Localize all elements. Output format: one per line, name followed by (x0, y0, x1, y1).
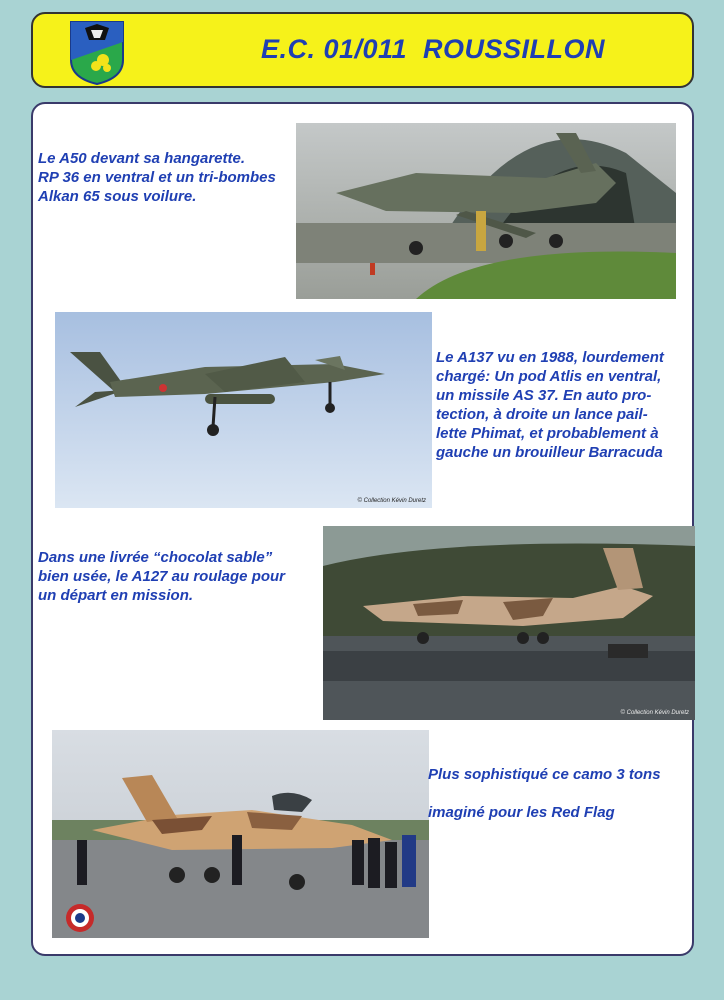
caption-line: gauche un brouilleur Barracuda (436, 444, 663, 461)
caption-line: tection, à droite un lance pail- (436, 406, 648, 423)
caption-line: bien usée, le A127 au roulage pour (38, 568, 286, 585)
photo-a127-taxi (323, 526, 695, 720)
caption-line: un départ en mission. (38, 587, 194, 604)
caption-line: Le A137 vu en 1988, lourdement (436, 349, 664, 366)
caption-line: lette Phimat, et probablement à (436, 425, 659, 442)
caption-line: un missile AS 37. En auto pro- (436, 387, 652, 404)
photo-credit: © Collection Kévin Duretz (357, 498, 426, 504)
photo-red-flag-camo (52, 730, 429, 938)
caption-line: chargé: Un pod Atlis en ventral, (436, 368, 662, 385)
caption-2 (436, 348, 696, 462)
page-title: E.C. 01/011 ROUSSILLON (260, 34, 606, 64)
caption-line: Le A50 devant sa hangarette. (38, 150, 246, 167)
squadron-crest-icon (69, 20, 125, 86)
caption-4 (428, 765, 698, 822)
caption-line: Plus sophistiqué ce camo 3 tons (428, 766, 661, 783)
caption-3 (38, 548, 328, 605)
caption-1 (38, 149, 308, 206)
caption-line: RP 36 en ventral et un tri-bombes (38, 169, 276, 186)
caption-line: imaginé pour les Red Flag (428, 804, 615, 821)
caption-line: Dans une livrée “chocolat sable” (38, 549, 273, 566)
caption-line: Alkan 65 sous voilure. (38, 188, 197, 205)
header-banner (31, 12, 694, 88)
photo-a50-hangarette (296, 123, 676, 299)
photo-a137-flight (55, 312, 432, 508)
photo-credit: © Collection Kévin Duretz (620, 710, 689, 716)
